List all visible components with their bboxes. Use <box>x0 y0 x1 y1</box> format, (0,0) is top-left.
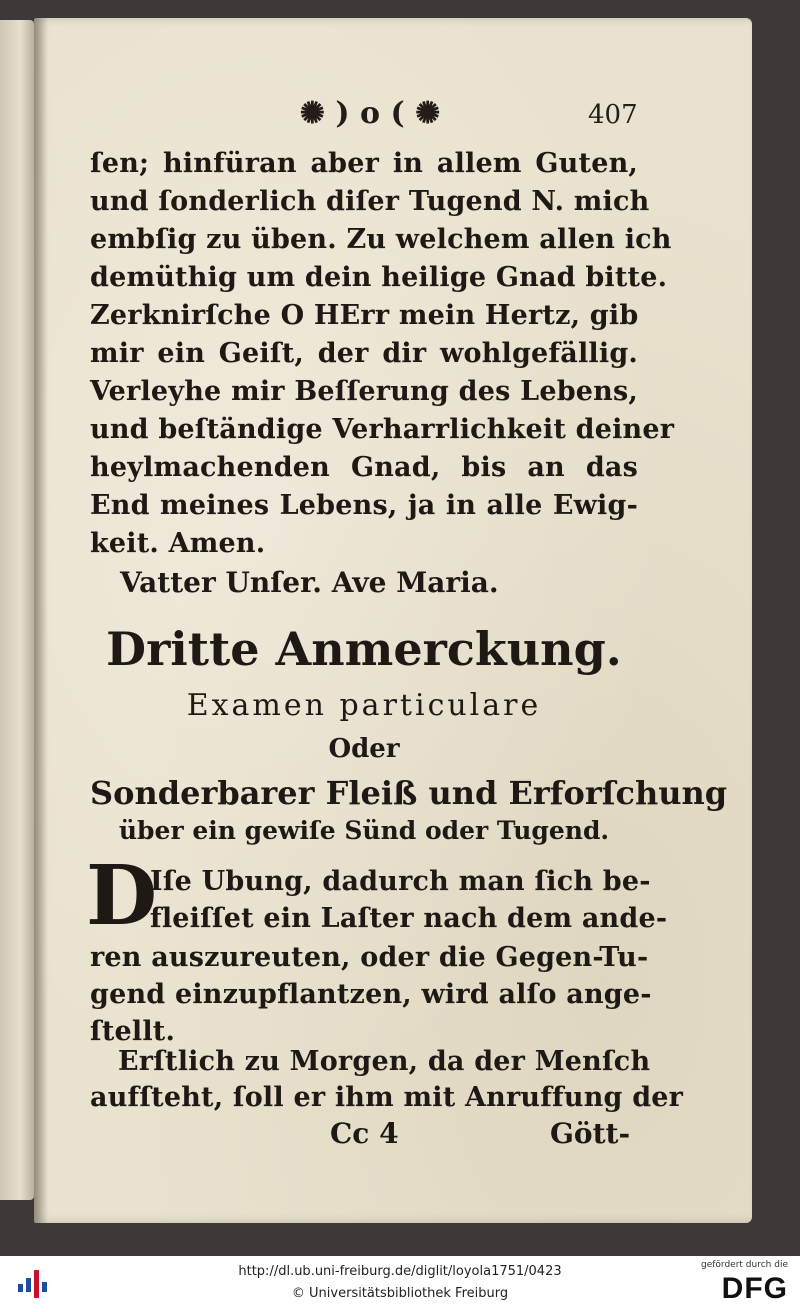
paragraph-line: Erſtlich zu Morgen, da der Menſch <box>118 1046 651 1077</box>
permalink-url[interactable]: http://dl.ub.uni-freiburg.de/diglit/loyola1751/0423 <box>238 1264 562 1279</box>
signature-mark: Cc 4 <box>330 1117 399 1150</box>
body-line: mir ein Geiſt, der dir wohlgefällig. <box>90 338 638 369</box>
body-line: End meines Lebens, ja in alle Ewig- <box>90 490 638 521</box>
section-title: Dritte Anmerckung. <box>106 622 622 676</box>
paragraph-line: fleiſſet ein Laſter nach dem ande- <box>150 903 668 934</box>
paragraph-line: Iſe Ubung, dadurch man ſich be- <box>150 866 651 897</box>
prayer-line: Vatter Unſer. Ave Maria. <box>120 566 499 599</box>
body-line: demüthig um dein heilige Gnad bitte. <box>90 262 668 293</box>
funding-note: gefördert durch die <box>701 1260 788 1270</box>
body-line: Zerknirſche O HErr mein Hertz, gib <box>90 300 639 331</box>
page-gutter-shadow <box>34 18 48 1223</box>
page-header-ornament: ✺ ) o ( ✺ <box>299 96 441 131</box>
paragraph-line: gend einzupflantzen, wird alſo ange- <box>90 979 652 1010</box>
copyright-notice: © Universitätsbibliothek Freiburg <box>291 1286 509 1301</box>
section-subtitle: Examen particulare <box>186 688 542 723</box>
section-heading: Sonderbarer Fleiß und Erforſchung <box>90 774 728 812</box>
body-line: ſen; hinfüran aber in allem Guten, <box>90 148 638 179</box>
section-subheading: über ein gewiſe Sünd oder Tugend. <box>118 816 610 845</box>
body-line: und beſtändige Verharrlichkeit deiner <box>90 414 675 445</box>
paragraph-line: ren auszureuten, oder die Gegen-Tu- <box>90 942 649 973</box>
paragraph-line: ſtellt. <box>90 1016 176 1047</box>
paragraph-line: aufſteht, ſoll er ihm mit Anruffung der <box>90 1082 684 1113</box>
dfg-logo: DFG <box>721 1272 788 1305</box>
body-line: Verleyhe mir Beſſerung des Lebens, <box>90 376 638 407</box>
catchword: Gött- <box>550 1117 631 1150</box>
body-line: embſig zu üben. Zu welchem allen ich <box>90 224 672 255</box>
viewer-footer <box>0 1256 800 1312</box>
page-number: 407 <box>588 100 638 130</box>
body-line: und ſonderlich diſer Tugend N. mich <box>90 186 650 217</box>
drop-capital: D <box>86 848 158 944</box>
body-line: heylmachenden Gnad, bis an das <box>90 452 638 483</box>
previous-page-edge <box>0 20 34 1200</box>
section-conjunction: Oder <box>328 734 400 764</box>
body-line: keit. Amen. <box>90 528 266 559</box>
